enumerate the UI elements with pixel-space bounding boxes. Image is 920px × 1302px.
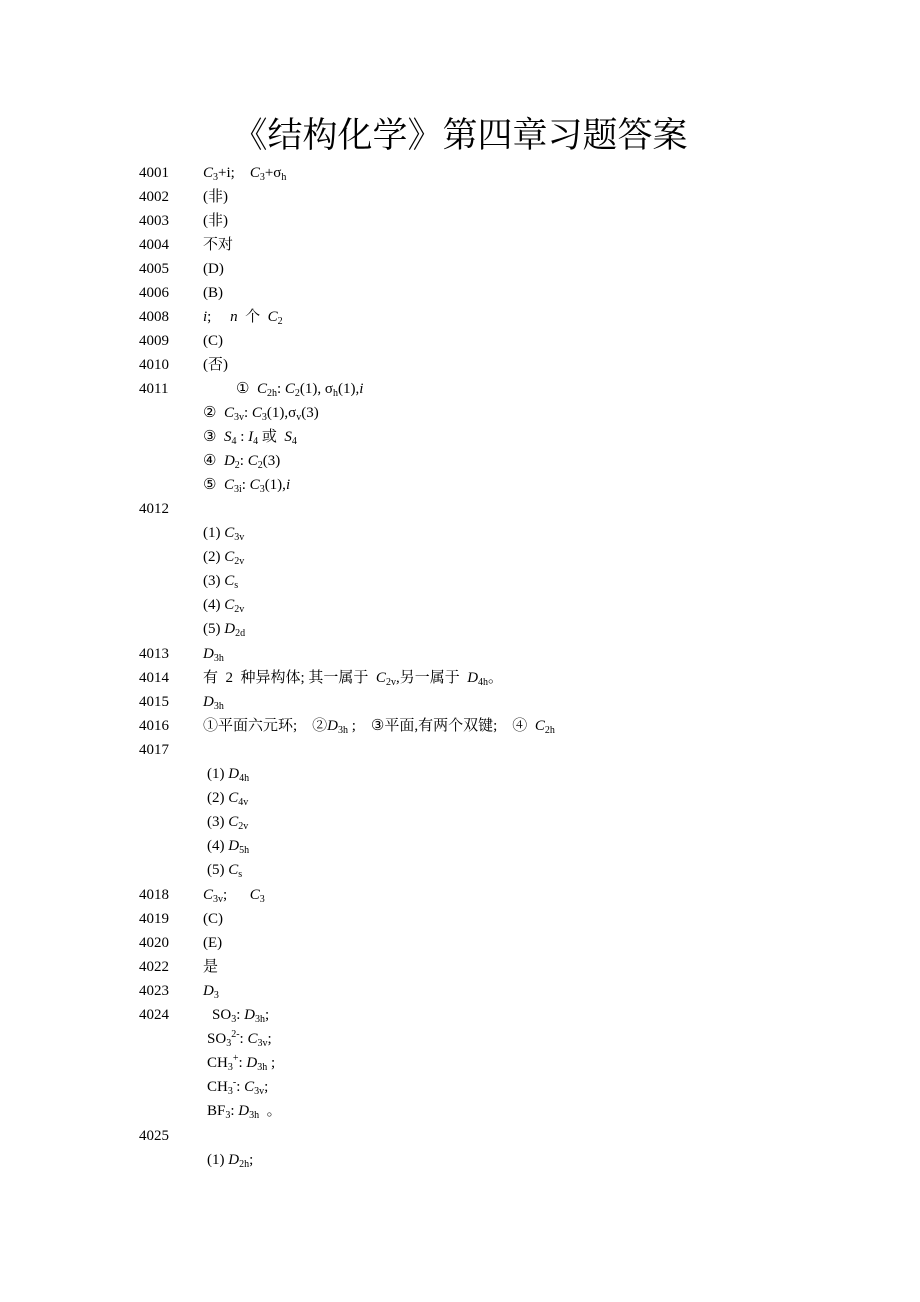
problem-number: 4006: [139, 285, 169, 301]
problem-number: 4003: [139, 213, 169, 229]
answer-4001: $C_3+i$; $C_3+\sigma_h$: [203, 165, 287, 183]
answer-4008: i; n 个 $C_2$: [203, 309, 283, 327]
answer-4011-line: ② $C_{3v}$: $C_3(1),\sigma_v(3)$: [203, 405, 319, 423]
problem-number: 4004: [139, 237, 169, 253]
answer-4024-line: $SO_3$: $D_{3h}$;: [212, 1007, 270, 1025]
problem-number: 4019: [139, 911, 169, 927]
answer-4022: 是: [203, 959, 219, 975]
problem-number: 4015: [139, 694, 169, 710]
problem-number: 4016: [139, 718, 169, 734]
answer-4011-line: ③ $S_4$ : $I_4$ 或 $S_4$: [203, 429, 297, 447]
problem-number: 4020: [139, 935, 169, 951]
problem-number: 4014: [139, 670, 169, 686]
answer-4020: (E): [203, 935, 223, 951]
problem-number: 4023: [139, 983, 169, 999]
answer-4011-line: ④ $D_2$: $C_2(3)$: [203, 453, 281, 471]
problem-number: 4024: [139, 1007, 169, 1023]
problem-number: 4001: [139, 165, 169, 181]
problem-number: 4025: [139, 1128, 169, 1144]
answer-4002: (非): [203, 189, 228, 205]
answer-4025-line: (1) $D_{2h}$;: [207, 1152, 254, 1170]
answer-4017-line: (4) $D_{5h}$: [207, 838, 250, 856]
answer-4004: 不对: [203, 237, 234, 253]
answer-4024-line: $BF_3$: $D_{3h}$ 。: [207, 1103, 282, 1121]
answer-4024-line: $CH_3^+$: $D_{3h}$ ;: [207, 1053, 276, 1073]
answer-4017-line: (5) $C_s$: [207, 862, 243, 880]
problem-number: 4010: [139, 357, 169, 373]
problem-number: 4002: [139, 189, 169, 205]
answer-4005: (D): [203, 261, 224, 277]
answer-4012-line: (4) $C_{2v}$: [203, 597, 245, 615]
answer-4019: (C): [203, 911, 223, 927]
answer-4012-line: (5) $D_{2d}$: [203, 621, 246, 639]
problem-number: 4008: [139, 309, 169, 325]
answer-4017-line: (1) $D_{4h}$: [207, 766, 250, 784]
problem-number: 4005: [139, 261, 169, 277]
problem-number: 4022: [139, 959, 169, 975]
problem-number: 4011: [139, 381, 169, 397]
answer-4017-line: (2) $C_{4v}$: [207, 790, 249, 808]
answer-4015: $D_{3h}$: [203, 694, 224, 712]
answer-4003: (非): [203, 213, 228, 229]
answer-4014: 有 2 种异构体; 其一属于 $C_{2v}$,另一属于 $D_{4h}$。: [203, 670, 504, 688]
problem-number: 4018: [139, 887, 169, 903]
problem-number: 4009: [139, 333, 169, 349]
answer-4011-line: ① $C_{2h}$: $C_2(1)$, $\sigma_h(1),i$: [236, 381, 364, 399]
answer-4012-line: (2) $C_{2v}$: [203, 549, 245, 567]
problem-number: 4012: [139, 501, 169, 517]
answer-4024-line: $CH_3^-$: $C_{3v}$;: [207, 1077, 269, 1097]
answer-4010: (否): [203, 357, 228, 373]
page-title: 《结构化学》第四章习题答案: [232, 116, 688, 155]
answer-4018: $C_{3v}$; $C_3$: [203, 887, 265, 905]
answer-4011-line: ⑤ $C_{3i}$: $C_3(1),i$: [203, 477, 291, 495]
answer-4017-line: (3) $C_{2v}$: [207, 814, 249, 832]
problem-number: 4017: [139, 742, 169, 758]
answer-4009: (C): [203, 333, 223, 349]
answer-4024-line: $SO_3^{2-}$: $C_{3v}$;: [207, 1029, 272, 1049]
problem-number: 4013: [139, 646, 169, 662]
answer-4023: $D_3$: [203, 983, 219, 1001]
answer-4012-line: (3) $C_s$: [203, 573, 239, 591]
answer-4016: ①平面六元环; $②D_{3h}$ ; ③平面,有两个双键; ④ $C_{2h}$: [203, 718, 555, 736]
answer-4013: $D_{3h}$: [203, 646, 224, 664]
answer-4006: (B): [203, 285, 223, 301]
answer-4012-line: (1) $C_{3v}$: [203, 525, 245, 543]
